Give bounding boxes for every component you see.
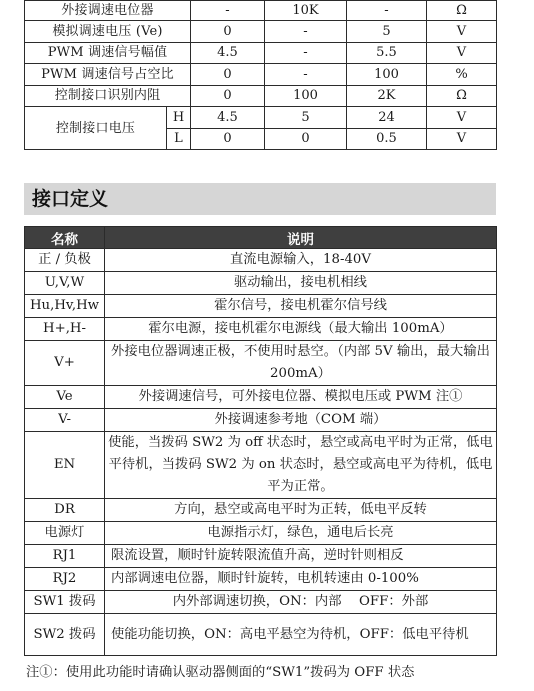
spec-typ: 5 (265, 107, 347, 129)
interface-row (25, 249, 497, 272)
interface-row (25, 295, 497, 318)
spec-unit: V (427, 128, 497, 150)
interface-row (25, 341, 497, 386)
spec-typ: - (265, 21, 347, 43)
interface-desc: 霍尔信号，接电机霍尔信号线 (105, 295, 497, 318)
interface-row (25, 614, 497, 656)
interface-name: Ve (25, 386, 105, 409)
interface-name: V- (25, 409, 105, 432)
interface-desc: 使能功能切换，ON：高电平悬空为待机，OFF：低电平待机 (105, 614, 497, 656)
interface-row (25, 499, 497, 522)
spec-typ: - (265, 42, 347, 64)
interface-desc: 直流电源输入，18-40V (105, 249, 497, 272)
spec-unit: V (427, 107, 497, 129)
interface-table (24, 226, 497, 656)
spec-label: 外接调速电位器 (25, 1, 191, 21)
interface-desc: 方向，悬空或高电平时为正转，低电平反转 (105, 499, 497, 522)
spec-row (25, 64, 497, 86)
interface-desc: 内外部调速切换，ON：内部 OFF：外部 (105, 591, 497, 614)
spec-row-voltage-high (25, 107, 497, 129)
spec-label: PWM 调速信号幅值 (25, 42, 191, 64)
interface-name: V+ (25, 341, 105, 386)
header-name: 名称 (25, 227, 105, 249)
spec-row (25, 85, 497, 107)
spec-typ: 100 (265, 85, 347, 107)
interface-name: SW1 拨码 (25, 591, 105, 614)
interface-row (25, 409, 497, 432)
spec-max: - (347, 1, 427, 21)
spec-min: 4.5 (191, 42, 265, 64)
spec-min: 4.5 (191, 107, 265, 129)
interface-row (25, 432, 497, 499)
interface-name: RJ2 (25, 568, 105, 591)
spec-unit: % (427, 64, 497, 86)
spec-max: 0.5 (347, 128, 427, 150)
spec-row (25, 1, 497, 21)
spec-min: 0 (191, 21, 265, 43)
spec-max: 5.5 (347, 42, 427, 64)
interface-desc: 驱动输出，接电机相线 (105, 272, 497, 295)
spec-min: 0 (191, 128, 265, 150)
interface-desc: 外接调速信号，可外接电位器、模拟电压或 PWM 注① (105, 386, 497, 409)
interface-name: 正 / 负极 (25, 249, 105, 272)
spec-row (25, 21, 497, 43)
spec-max: 5 (347, 21, 427, 43)
interface-name: 电源灯 (25, 522, 105, 545)
spec-min: 0 (191, 85, 265, 107)
spec-typ: 10K (265, 1, 347, 21)
interface-desc: 霍尔电源，接电机霍尔电源线（最大输出 100mA） (105, 318, 497, 341)
spec-typ: 0 (265, 128, 347, 150)
interface-desc: 外接电位器调速正极，不使用时悬空。（内部 5V 输出，最大输出 200mA） (105, 341, 497, 386)
spec-min: 0 (191, 64, 265, 86)
interface-desc: 内部调速电位器，顺时针旋转，电机转速由 0-100% (105, 568, 497, 591)
spec-unit: Ω (427, 1, 497, 21)
interface-name: EN (25, 432, 105, 499)
spec-max: 24 (347, 107, 427, 129)
spec-sublabel: H (167, 107, 191, 129)
interface-desc: 电源指示灯，绿色，通电后长亮 (105, 522, 497, 545)
spec-max: 100 (347, 64, 427, 86)
interface-name: U,V,W (25, 272, 105, 295)
interface-desc: 外接调速参考地（COM 端） (105, 409, 497, 432)
interface-desc: 限流设置，顺时针旋转限流值升高，逆时针则相反 (105, 545, 497, 568)
spec-label: 模拟调速电压 (Ve) (25, 21, 191, 43)
interface-row (25, 522, 497, 545)
interface-desc: 使能，当拨码 SW2 为 off 状态时，悬空或高电平时为正常，低电平待机，当拨码 SW2 为 on 状态时，悬空或高电平为待机，低电平为正常。 (105, 432, 497, 499)
spec-unit: Ω (427, 85, 497, 107)
interface-row (25, 545, 497, 568)
section-heading (24, 183, 496, 215)
spec-max: 2K (347, 85, 427, 107)
header-desc: 说明 (105, 227, 497, 249)
footnote: 注①：使用此功能时请确认驱动器侧面的“SW1”拨码为 OFF 状态 (26, 665, 415, 680)
spec-table (24, 0, 497, 150)
interface-row (25, 568, 497, 591)
spec-unit: V (427, 21, 497, 43)
spec-label: PWM 调速信号占空比 (25, 64, 191, 86)
interface-name: H+,H- (25, 318, 105, 341)
interface-name: DR (25, 499, 105, 522)
spec-typ: - (265, 64, 347, 86)
interface-name: SW2 拨码 (25, 614, 105, 656)
interface-row (25, 386, 497, 409)
interface-name: RJ1 (25, 545, 105, 568)
interface-header-row (25, 227, 497, 249)
spec-label: 控制接口电压 (25, 107, 167, 150)
spec-sublabel: L (167, 128, 191, 150)
section-title: 接口定义 (32, 188, 109, 210)
interface-row (25, 272, 497, 295)
interface-row (25, 591, 497, 614)
interface-row (25, 318, 497, 341)
spec-label: 控制接口识别内阻 (25, 85, 191, 107)
spec-min: - (191, 1, 265, 21)
spec-unit: V (427, 42, 497, 64)
interface-name: Hu,Hv,Hw (25, 295, 105, 318)
spec-row (25, 42, 497, 64)
